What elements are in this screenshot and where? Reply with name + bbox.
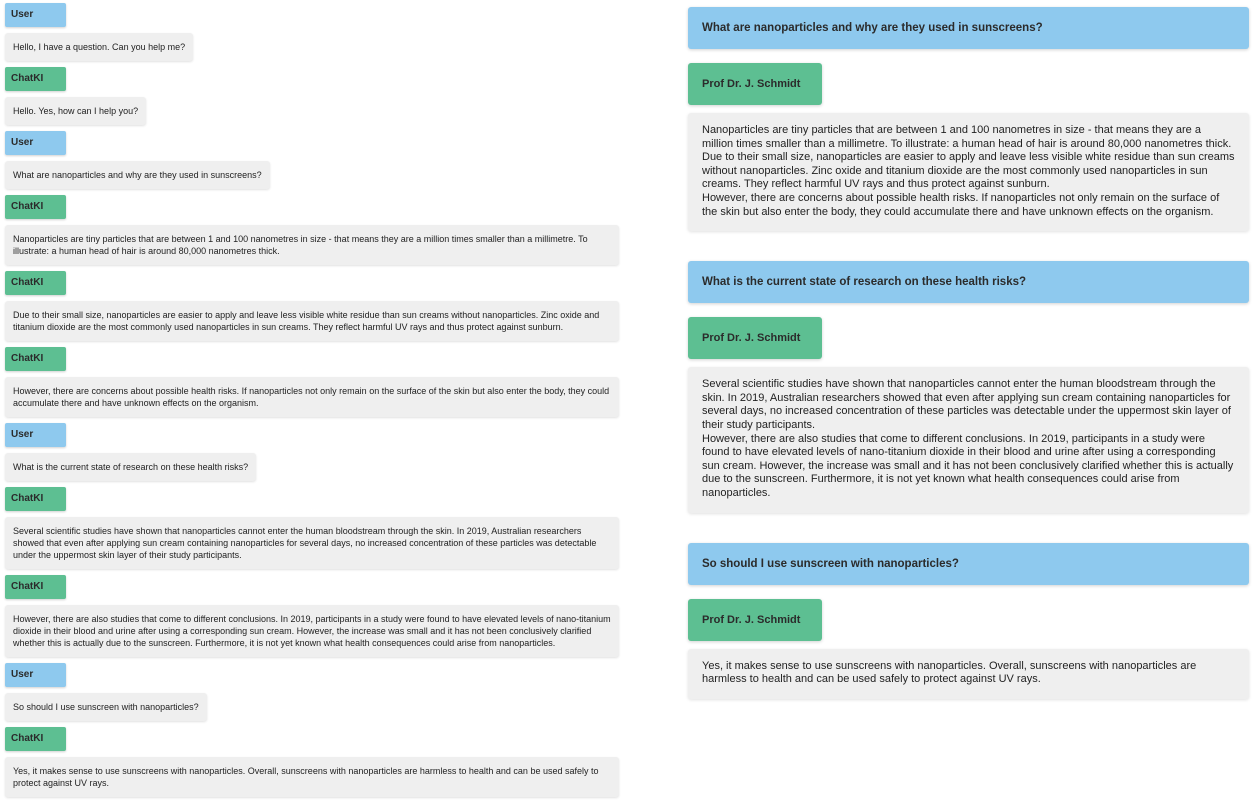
message-bubble: However, there are concerns about possible health risks. If nanoparticles not only remain on the surface of the skin but also enter the body, they could accumulate there and have unknown effects on the organism.	[5, 377, 619, 417]
bot-label: ChatKI	[5, 195, 66, 219]
message-bubble: Nanoparticles are tiny particles that are between 1 and 100 nanometres in size - that means they are a million times smaller than a millimetre. To illustrate: a human head of hair is around 80,000 nanometres thick.	[5, 225, 619, 265]
message-bubble: What are nanoparticles and why are they used in sunscreens?	[5, 161, 270, 189]
chat-message-user	[5, 3, 620, 67]
message-bubble: What is the current state of research on these health risks?	[5, 453, 256, 481]
chat-message-bot	[5, 271, 620, 341]
bot-label: ChatKI	[5, 271, 66, 295]
expert-name-label: Prof Dr. J. Schmidt	[688, 599, 822, 641]
qa-section	[688, 261, 1249, 512]
chat-message-bot	[5, 727, 620, 797]
bot-label: ChatKI	[5, 575, 66, 599]
answer-paragraph: Several scientific studies have shown that nanoparticles cannot enter the human bloodstream through the skin. In 2019, Australian researchers showed that even after applying sun cream containing nanoparticles for several days, no increased concentration of these particles was detectable under the uppermost skin layer of their study participants.	[702, 378, 1231, 431]
bot-label: ChatKI	[5, 727, 66, 751]
question-header: What is the current state of research on these health risks?	[688, 261, 1249, 303]
user-label: User	[5, 663, 66, 687]
answer-paragraph: However, there are concerns about possible health risks. If nanoparticles not only remain on the surface of the skin but also enter the body, they could accumulate there and have unknown effects on the organism.	[702, 191, 1220, 218]
message-bubble: Hello. Yes, how can I help you?	[5, 97, 146, 125]
qa-section	[688, 543, 1249, 699]
chat-message-user	[5, 131, 620, 195]
user-label: User	[5, 423, 66, 447]
expert-name-label: Prof Dr. J. Schmidt	[688, 63, 822, 105]
message-bubble: Several scientific studies have shown that nanoparticles cannot enter the human bloodstream through the skin. In 2019, Australian researchers showed that even after applying sun cream containing nanoparticles for several days, no increased concentration of these particles was detectable under the uppermost skin layer of their study participants.	[5, 517, 619, 569]
user-label: User	[5, 131, 66, 155]
expert-answer	[688, 113, 1249, 231]
chat-message-bot	[5, 487, 620, 569]
expert-answer	[688, 649, 1249, 699]
chat-message-bot	[5, 195, 620, 265]
answer-paragraph: Nanoparticles are tiny particles that are between 1 and 100 nanometres in size - that means they are a million times smaller than a millimetre. To illustrate: a human head of hair is around 80,000 nanometres thick.	[702, 124, 1232, 150]
expert-name-label: Prof Dr. J. Schmidt	[688, 317, 822, 359]
chat-transcript	[5, 3, 620, 803]
answer-paragraph: However, there are also studies that come to different conclusions. In 2019, participants in a study were found to have elevated levels of nano-titanium dioxide in their blood and urine after using a corresponding sun cream. However, the increase was small and it has not been conclusively clarified whether this is actually due to the sunscreen. Furthermore, it is not yet known what health consequences could arise from nanoparticles.	[702, 432, 1234, 499]
answer-paragraph: Due to their small size, nanoparticles are easier to apply and leave less visible white residue than sun creams without nanoparticles. Zinc oxide and titanium dioxide are the most commonly used nanoparticles in sun creams. They reflect harmful UV rays and thus protect against sunburn.	[702, 151, 1235, 191]
chat-message-bot	[5, 347, 620, 417]
chat-message-bot	[5, 575, 620, 657]
message-bubble: So should I use sunscreen with nanoparticles?	[5, 693, 207, 721]
question-header: So should I use sunscreen with nanoparticles?	[688, 543, 1249, 585]
message-bubble: Yes, it makes sense to use sunscreens with nanoparticles. Overall, sunscreens with nanoparticles are harmless to health and can be used safely to protect against UV rays.	[5, 757, 619, 797]
chat-message-user	[5, 663, 620, 727]
expert-answer	[688, 367, 1249, 512]
qa-section	[688, 7, 1249, 231]
expert-qa-panel	[688, 7, 1249, 699]
bot-label: ChatKI	[5, 67, 66, 91]
bot-label: ChatKI	[5, 347, 66, 371]
message-bubble: Hello, I have a question. Can you help me?	[5, 33, 193, 61]
question-header: What are nanoparticles and why are they used in sunscreens?	[688, 7, 1249, 49]
message-bubble: Due to their small size, nanoparticles are easier to apply and leave less visible white residue than sun creams without nanoparticles. Zinc oxide and titanium dioxide are the most commonly used nanoparticles in sun creams. They reflect harmful UV rays and thus protect against sunburn.	[5, 301, 619, 341]
message-bubble: However, there are also studies that come to different conclusions. In 2019, participants in a study were found to have elevated levels of nano-titanium dioxide in their blood and urine after using a corresponding sun cream. However, the increase was small and it has not been conclusively clarified whether this is actually due to the sunscreen. Furthermore, it is not yet known what health consequences could arise from nanoparticles.	[5, 605, 619, 657]
bot-label: ChatKI	[5, 487, 66, 511]
user-label: User	[5, 3, 66, 27]
answer-paragraph: Yes, it makes sense to use sunscreens with nanoparticles. Overall, sunscreens with nanoparticles are harmless to health and can be used safely to protect against UV rays.	[702, 659, 1197, 686]
chat-message-bot	[5, 67, 620, 131]
chat-message-user	[5, 423, 620, 487]
